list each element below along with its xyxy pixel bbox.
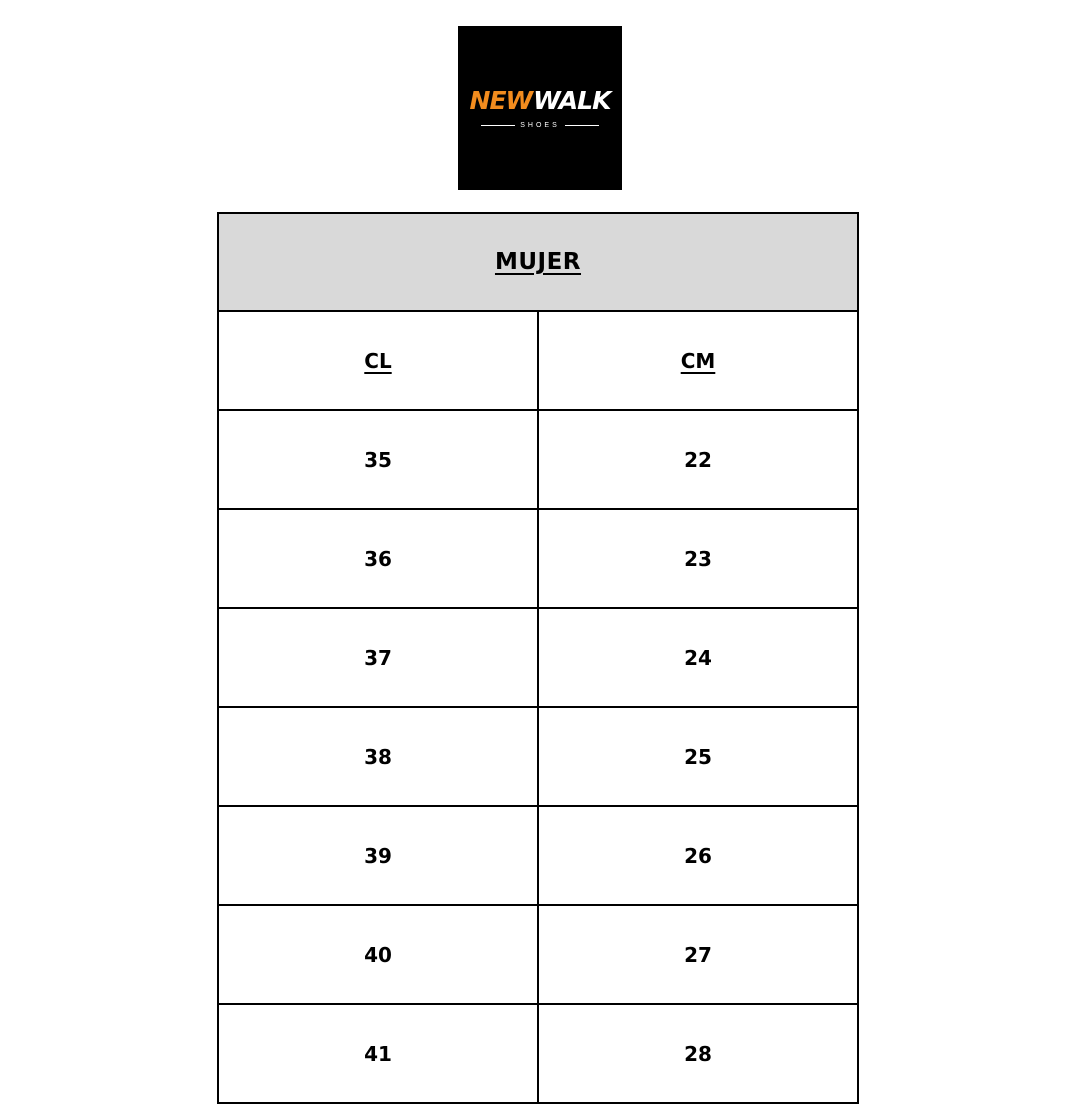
table-title-text: MUJER	[494, 249, 582, 275]
cell-cm: 25	[538, 707, 858, 806]
brand-name-walk: WALK	[533, 85, 611, 115]
cell-cl: 41	[218, 1004, 538, 1103]
table-row	[218, 905, 858, 1004]
table-row	[218, 608, 858, 707]
cell-cm: 24	[538, 608, 858, 707]
brand-tagline-row	[481, 122, 599, 129]
column-header-cl-text: CL	[364, 348, 392, 373]
cell-cm: 28	[538, 1004, 858, 1103]
table-row	[218, 509, 858, 608]
cell-cm: 26	[538, 806, 858, 905]
cell-cl: 37	[218, 608, 538, 707]
table-title-cell	[218, 213, 858, 311]
brand-name-new: NEW	[469, 85, 533, 115]
cell-cl: 39	[218, 806, 538, 905]
size-table	[217, 212, 859, 1104]
tagline-rule-right	[565, 125, 599, 126]
cell-cl: 35	[218, 410, 538, 509]
table-row	[218, 410, 858, 509]
brand-logo	[458, 26, 622, 190]
table-header-row	[218, 311, 858, 410]
column-header-cl	[218, 311, 538, 410]
cell-cl: 40	[218, 905, 538, 1004]
cell-cl: 36	[218, 509, 538, 608]
column-header-cm-text: CM	[680, 348, 716, 373]
brand-wordmark	[469, 85, 611, 115]
tagline-rule-left	[481, 125, 515, 126]
table-row	[218, 707, 858, 806]
column-header-cm	[538, 311, 858, 410]
table-row	[218, 806, 858, 905]
cell-cm: 22	[538, 410, 858, 509]
cell-cm: 23	[538, 509, 858, 608]
table-title-row	[218, 213, 858, 311]
table-row	[218, 1004, 858, 1103]
brand-tagline: SHOES	[520, 121, 560, 129]
cell-cm: 27	[538, 905, 858, 1004]
cell-cl: 38	[218, 707, 538, 806]
